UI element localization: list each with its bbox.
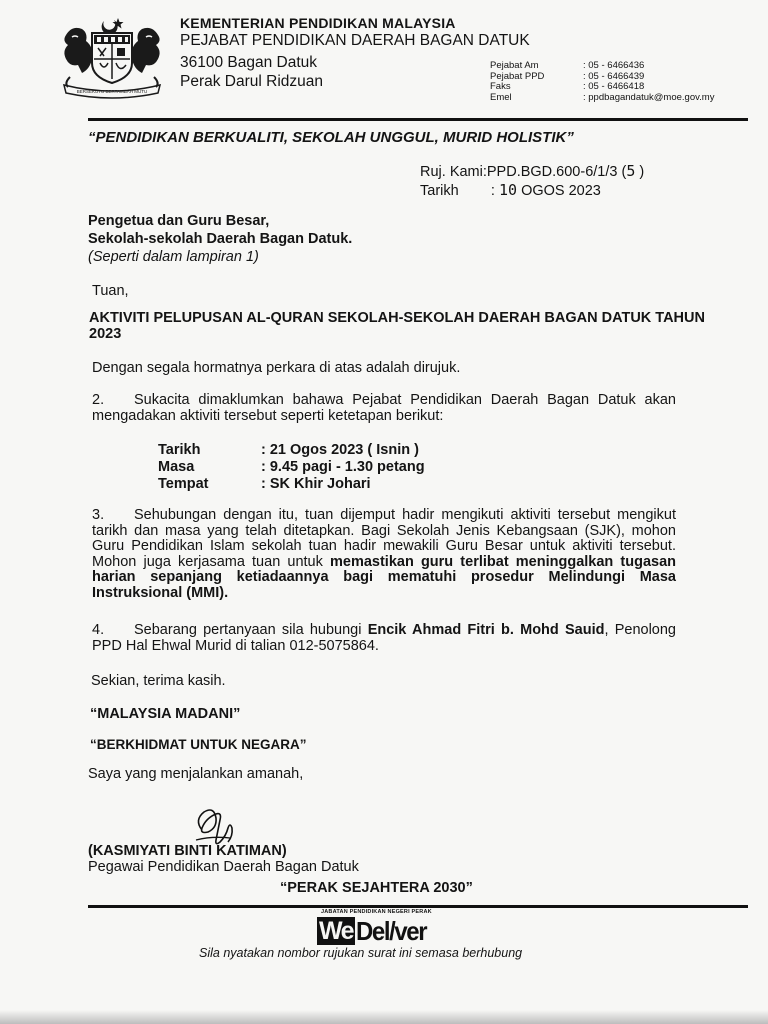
scan-edge	[0, 1010, 768, 1024]
contact-row-emel	[490, 93, 714, 104]
contact-row-pejabat-am	[490, 61, 714, 72]
detail-label: Tempat	[158, 476, 209, 492]
detail-row-tempat	[158, 476, 425, 493]
paragraph-number: 3.	[92, 507, 105, 523]
reference-row	[420, 162, 644, 181]
office-name: PEJABAT PENDIDIKAN DAERAH BAGAN DATUK	[180, 32, 530, 49]
ministry-name: KEMENTERIAN PENDIDIKAN MALAYSIA	[180, 15, 456, 31]
office-postcode-city: 36100 Bagan Datuk	[180, 54, 318, 71]
paragraph-text: Sebarang pertanyaan sila hubungi	[134, 622, 368, 638]
footer-divider	[88, 905, 748, 908]
addressee-line-3: (Seperti dalam lampiran 1)	[88, 249, 259, 265]
logo-deliver: Del/ver	[356, 916, 427, 946]
malaysia-madani-slogan: “MALAYSIA MADANI”	[90, 706, 241, 722]
contact-label: Pejabat Am	[490, 60, 539, 71]
contact-value: : 05 - 6466436	[583, 60, 645, 71]
letter-subject: AKTIVITI PELUPUSAN AL-QURAN SEKOLAH-SEKOLAH DAERAH BAGAN DATUK TAHUN 2023	[89, 310, 705, 342]
paragraph-text: Sukacita dimaklumkan bahawa Pejabat Pendidikan Daerah Bagan Datuk akan mengadakan aktiviti tersebut seperti ketetapan berikut:	[92, 392, 676, 424]
reference-value: :PPD.BGD.600-6/1/3 (5 )	[482, 162, 645, 180]
contact-label: Pejabat PPD	[490, 70, 545, 82]
closing-line: Sekian, terima kasih.	[91, 673, 226, 689]
signatory-name: (KASMIYATI BINTI KATIMAN)	[88, 843, 287, 859]
perak-sejahtera-slogan: “PERAK SEJAHTERA 2030”	[280, 880, 473, 896]
paragraph-bold-text: memastikan guru terlibat meninggalkan tugasan harian sepanjang ketiadaannya bagi mematuhi prosedur Melindungi Masa Instruksional (MMI).	[92, 553, 676, 601]
dept-caption: JABATAN PENDIDIKAN NEGERI PERAK	[321, 909, 432, 915]
logo-we: We	[319, 917, 354, 945]
education-motto: “PENDIDIKAN BERKUALITI, SEKOLAH UNGGUL, MURID HOLISTIK”	[88, 129, 574, 146]
detail-value: : 9.45 pagi - 1.30 petang	[261, 459, 425, 475]
addressee-line-1: Pengetua dan Guru Besar,	[88, 213, 270, 229]
berkhidmat-slogan: “BERKHIDMAT UNTUK NEGARA”	[90, 737, 307, 752]
paragraph-2	[92, 393, 676, 424]
date-label: Tarikh	[420, 182, 459, 199]
date-value: : 10 OGOS 2023	[490, 181, 601, 199]
malaysia-coat-of-arms-icon	[56, 15, 168, 99]
date-handwritten-day: 10	[498, 181, 518, 199]
detail-row-masa	[158, 459, 425, 476]
contact-person-name: Encik Ahmad Fitri b. Mohd Sauid	[367, 622, 605, 638]
event-details	[158, 442, 425, 493]
date-row	[420, 181, 644, 200]
detail-value: : SK Khir Johari	[261, 476, 371, 492]
reference-handwritten-number: 5	[626, 162, 636, 180]
header-divider	[88, 118, 748, 121]
detail-value: : 21 Ogos 2023 ( Isnin )	[261, 442, 419, 458]
salutation: Tuan,	[92, 283, 129, 299]
detail-row-tarikh	[158, 442, 425, 459]
reference-block	[420, 162, 644, 200]
we-deliver-logo	[317, 917, 432, 947]
reference-label: Ruj. Kami	[420, 163, 483, 180]
paragraph-number: 2.	[92, 392, 105, 408]
contact-value-email[interactable]: : ppdbagandatuk@moe.gov.my	[583, 91, 715, 103]
addressee-block	[88, 212, 352, 266]
footer-note: Sila nyatakan nombor rujukan surat ini semasa berhubung	[199, 946, 523, 960]
crest-motto: BERSEKUTU BERTAMBAH MUTU	[76, 89, 148, 94]
office-state: Perak Darul Ridzuan	[180, 73, 324, 90]
contact-label: Emel	[490, 91, 512, 103]
addressee-line-2: Sekolah-sekolah Daerah Bagan Datuk.	[88, 231, 353, 247]
paragraph-text-2: , Penolong PPD Hal Ehwal Murid di talian 012-5075864.	[92, 622, 676, 654]
detail-label: Tarikh	[158, 442, 201, 458]
signatory-title: Pegawai Pendidikan Daerah Bagan Datuk	[88, 859, 359, 875]
detail-label: Masa	[158, 459, 195, 475]
contact-value: : 05 - 6466418	[583, 81, 645, 92]
amanah-line: Saya yang menjalankan amanah,	[88, 766, 304, 782]
contact-row-faks	[490, 82, 714, 93]
paragraph-number: 4.	[92, 622, 105, 638]
paragraph-4	[92, 623, 676, 654]
paragraph-1: Dengan segala hormatnya perkara di atas adalah dirujuk.	[92, 360, 461, 376]
paragraph-3	[92, 508, 676, 601]
contact-block	[490, 61, 714, 103]
contact-label: Faks	[490, 81, 511, 92]
paragraph-text: Sehubungan dengan itu, tuan dijemput hadir mengikuti aktiviti tersebut mengikut tarikh dan masa yang telah ditetapkan. Bagi Sekolah Jenis Kebangsaan (SJK), mohon Guru Pendidikan Islam sekolah tuan hadir mewakili Guru Besar untuk aktiviti tersebut. Mohon juga kerjasama tuan untuk	[92, 507, 676, 570]
contact-value: : 05 - 6466439	[583, 70, 645, 82]
